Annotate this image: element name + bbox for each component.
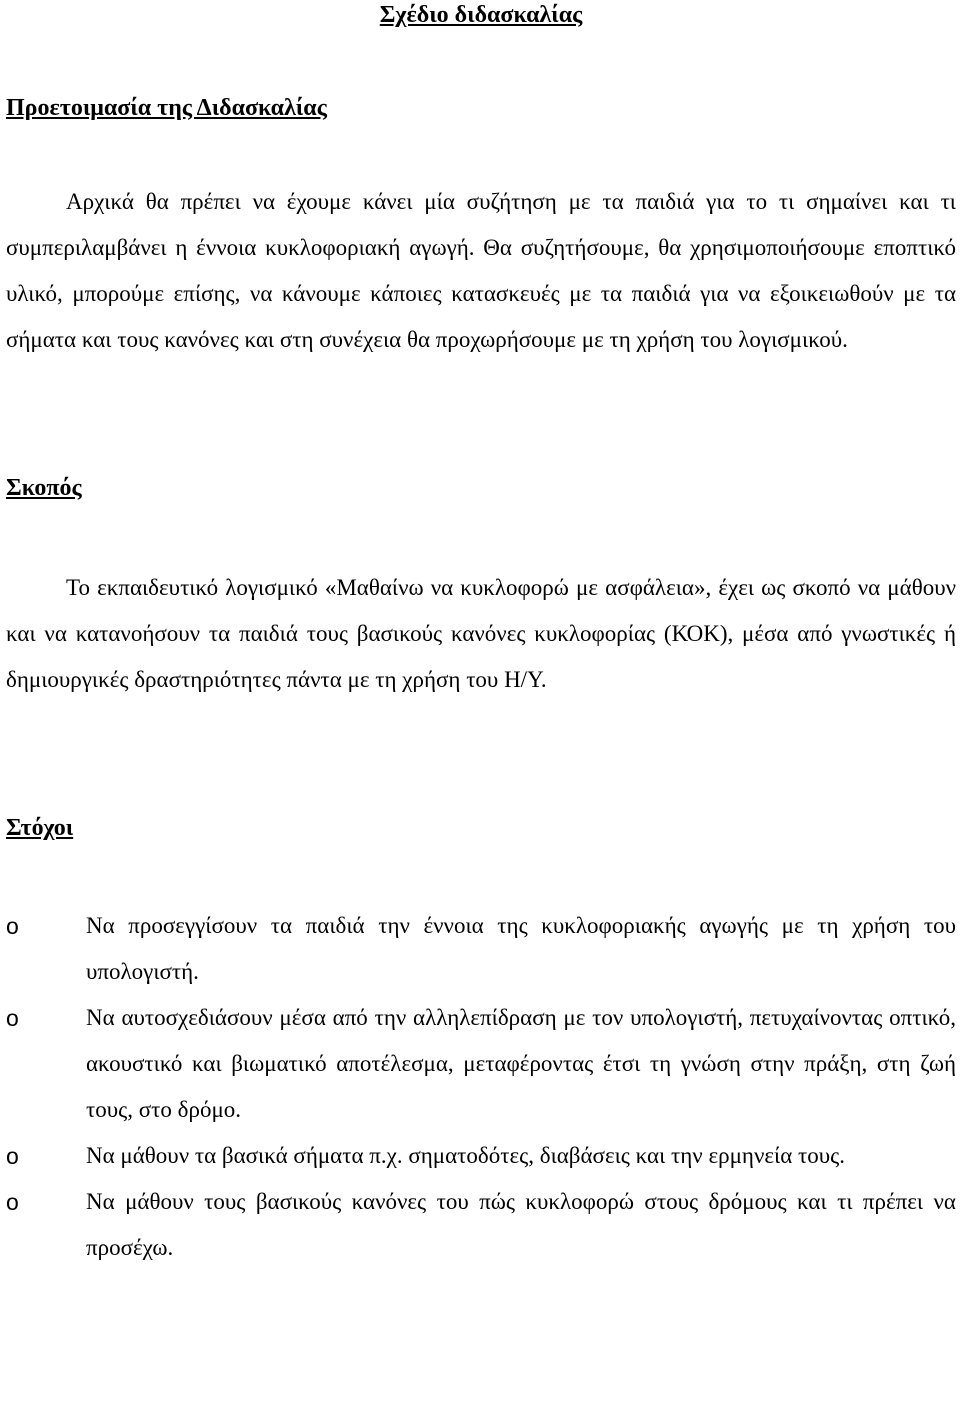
bullet-icon: o — [6, 1143, 19, 1169]
goal-item-1 — [6, 903, 956, 995]
preparation-heading: Προετοιμασία της Διδασκαλίας — [6, 95, 327, 121]
goals-list — [6, 903, 956, 1271]
document-page — [6, 0, 956, 1271]
document-title: Σχέδιο διδασκαλίας — [379, 2, 583, 28]
goal-item-4 — [6, 1179, 956, 1271]
goal-item-2 — [6, 995, 956, 1133]
goal-text: Να μάθουν τα βασικά σήματα π.χ. σηματοδότες, διαβάσεις και την ερμηνεία τους. — [86, 1143, 845, 1168]
bullet-icon: o — [6, 913, 19, 939]
purpose-paragraph: Το εκπαιδευτικό λογισμικό «Μαθαίνω να κυκλοφορώ με ασφάλεια», έχει ως σκοπό να μάθουν και να κατανοήσουν τα παιδιά τους βασικούς κανόνες κυκλοφορίας (ΚΟΚ), μέσα από γνωστικές ή δημιουργικές δραστηριότητες πάντα με τη χρήση του Η/Υ. — [6, 575, 956, 692]
bullet-icon: o — [6, 1005, 19, 1031]
preparation-paragraph: Αρχικά θα πρέπει να έχουμε κάνει μία συζήτηση με τα παιδιά για το τι σημαίνει και τι συμπεριλαμβάνει η έννοια κυκλοφοριακή αγωγή. Θα συζητήσουμε, θα χρησιμοποιήσουμε εποπτικό υλικό, μπορούμε επίσης, να κάνουμε κάποιες κατασκευές με τα παιδιά για να εξοικειωθούν με τα σήματα και τους κανόνες και στη συνέχεια θα προχωρήσουμε με τη χρήση του λογισμικού. — [6, 189, 956, 352]
goal-text: Να αυτοσχεδιάσουν μέσα από την αλληλεπίδραση με τον υπολογιστή, πετυχαίνοντας οπτικό, ακουστικό και βιωματικό αποτέλεσμα, μεταφέροντας έτσι τη γνώση στην πράξη, στη ζωή τους, στο δρόμο. — [86, 1005, 956, 1122]
goal-text: Να προσεγγίσουν τα παιδιά την έννοια της κυκλοφοριακής αγωγής με τη χρήση του υπολογιστή. — [86, 913, 956, 984]
purpose-heading: Σκοπός — [6, 475, 82, 501]
goal-item-3 — [6, 1133, 956, 1179]
bullet-icon: o — [6, 1189, 19, 1215]
goal-text: Να μάθουν τους βασικούς κανόνες του πώς κυκλοφορώ στους δρόμους και τι πρέπει να προσέχω. — [86, 1189, 956, 1260]
goals-heading: Στόχοι — [6, 815, 74, 841]
